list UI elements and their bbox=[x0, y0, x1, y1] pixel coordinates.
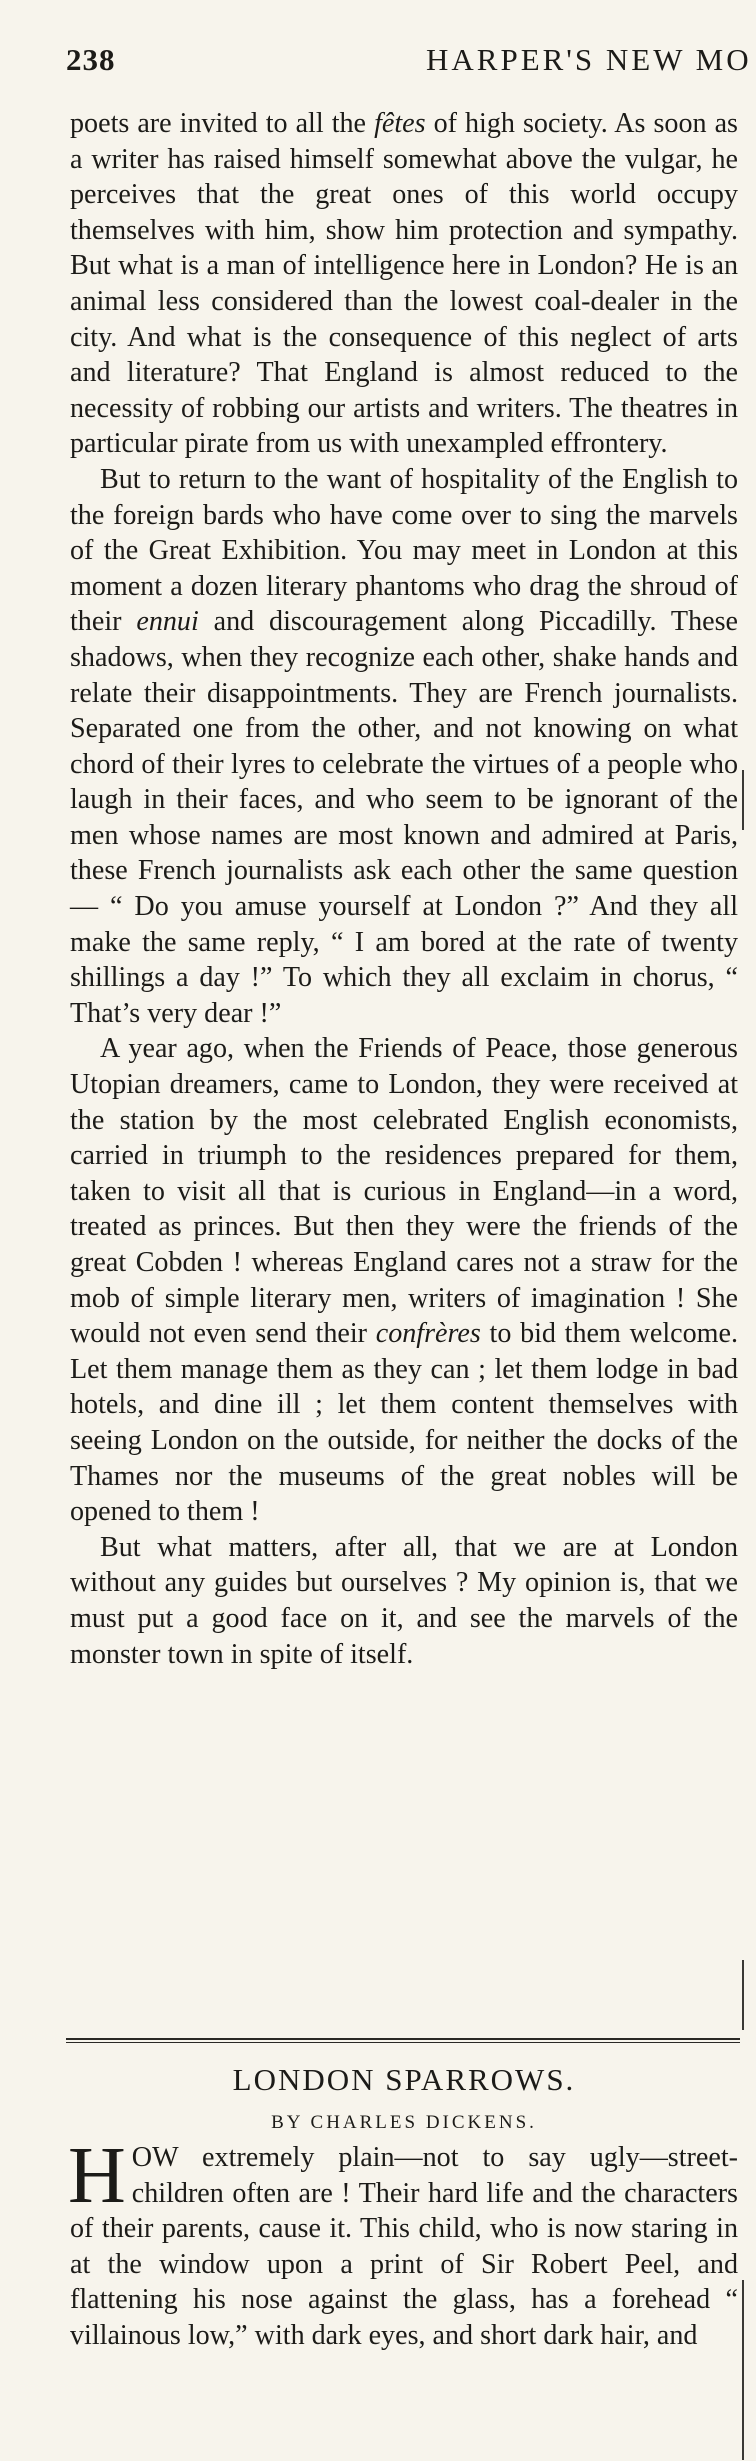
continued-article-text bbox=[70, 106, 738, 1672]
paragraph-4: But what matters, after all, that we are at London without any guides but ourselves ? My opinion is, that we must put a good face on it, and see the marvels of the monster town in spite of itself. bbox=[70, 1531, 738, 1670]
running-title: HARPER'S NEW MO bbox=[426, 42, 752, 77]
paragraph-2: But to return to the want of hospitality of the English to the foreign bards who have come over to sing the marvels of the Great Exhibition. You may meet in London at this moment a dozen literary phantoms who drag the shroud of their ennui and discouragement along Piccadilly. These shadows, when they recognize each other, shake hands and relate their disappointments. They are French journalists. Separated one from the other, and not knowing on what chord of their lyres to celebrate the virtues of a people who laugh in their faces, and who seem to be ignorant of the men whose names are most known and admired at Paris, these French journalists ask each other the same question — “ Do you amuse yourself at London ?” And they all make the same reply, “ I am bored at the rate of twenty shillings a day !” To which they all exclaim in chorus, “ That’s very dear !” bbox=[70, 463, 738, 1029]
page-number: 238 bbox=[66, 42, 116, 77]
article-paragraph-text: OW extremely plain—not to say ugly—street-children often are ! Their hard life and the characters of their parents, cause it. This child, who is now staring in at the window upon a print of Sir Robert Peel, and flattening his nose against the glass, has a forehead “ villainous low,” with dark eyes, and short dark hair, and bbox=[70, 2142, 738, 2351]
section-divider bbox=[66, 2038, 740, 2040]
section-divider-thin bbox=[66, 2042, 740, 2043]
article-byline: BY CHARLES DICKENS. bbox=[271, 2112, 537, 2133]
drop-cap: H bbox=[68, 2132, 126, 2220]
margin-rule-upper bbox=[742, 770, 744, 830]
article-paragraph bbox=[68, 2132, 738, 2354]
paragraph-3: A year ago, when the Friends of Peace, those generous Utopian dreamers, came to London, they were received at the station by the most celebrated English economists, carried in triumph to the residences prepared for them, taken to visit all that is curious in England—in a word, treated as princes. But then they were the friends of the great Cobden ! whereas England cares not a straw for the mob of simple literary men, writers of imagination ! She would not even send their confrères to bid them welcome. Let them manage them as they can ; let them lodge in bad hotels, and dine ill ; let them content themselves with seeing London on the outside, for neither the docks of the Thames nor the museums of the great nobles will be opened to them ! bbox=[70, 1033, 738, 1528]
article-body bbox=[68, 2132, 738, 2354]
running-header bbox=[66, 36, 756, 86]
article-title: LONDON SPARROWS. bbox=[232, 2062, 576, 2097]
paragraph-1: poets are invited to all the fêtes of high society. As soon as a writer has raised himself somewhat above the vulgar, he perceives that the great ones of this world occupy themselves with him, show him protection and sympathy. But what is a man of intelligence here in London? He is an animal less considered than the lowest coal-dealer in the city. And what is the consequence of this neglect of arts and literature? That England is almost reduced to the necessity of robbing our artists and writers. The theatres in particular pirate from us with unexampled effrontery. bbox=[70, 108, 738, 460]
margin-rule-lower bbox=[742, 1960, 744, 2030]
margin-rule-bottom bbox=[742, 2280, 744, 2460]
